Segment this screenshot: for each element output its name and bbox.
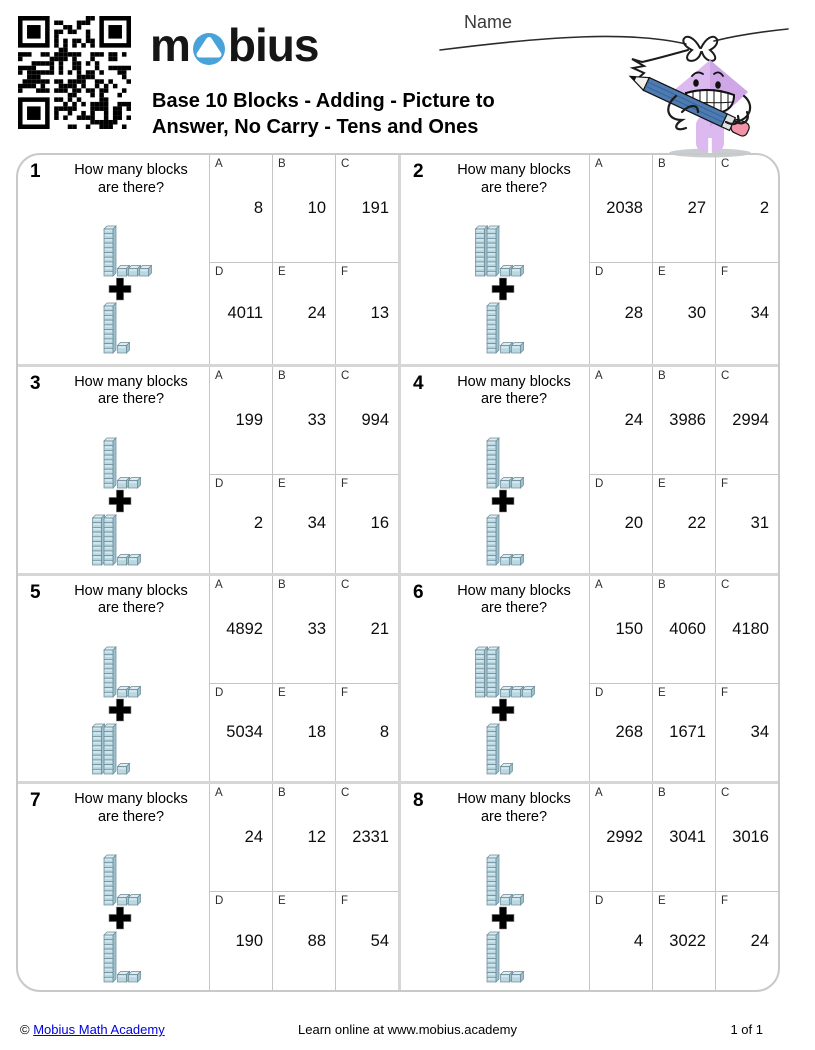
answer-cell-a[interactable]: A 24 <box>209 784 272 891</box>
answer-value: 21 <box>370 619 389 638</box>
answer-cell-a[interactable]: A 24 <box>589 367 652 474</box>
answer-value: 34 <box>750 303 769 322</box>
answer-value: 24 <box>307 303 326 322</box>
question-text: How many blocks are there? <box>457 373 571 408</box>
base10-blocks-figure <box>455 646 543 778</box>
answer-value: 1671 <box>669 722 706 741</box>
answer-grid <box>209 367 398 573</box>
answer-cell-c[interactable]: C 2994 <box>715 367 778 474</box>
answer-value: 4180 <box>732 619 769 638</box>
answer-cell-a[interactable]: A 2992 <box>589 784 652 891</box>
problem-number: 6 <box>413 581 424 603</box>
answer-value: 150 <box>615 619 643 638</box>
answer-value: 2331 <box>352 828 389 847</box>
answer-value: 8 <box>253 199 263 217</box>
answer-value: 34 <box>750 722 769 741</box>
problem-cell-5 <box>398 573 778 782</box>
name-line <box>440 29 788 50</box>
answer-cell-d[interactable]: D 4011 <box>209 262 272 364</box>
base10-blocks-figure <box>455 225 543 357</box>
answer-value: 33 <box>307 619 326 638</box>
answer-value: 10 <box>307 199 326 217</box>
answer-value: 2 <box>759 199 769 217</box>
answer-cell-d[interactable]: D 2 <box>209 474 272 573</box>
mobius-logo <box>150 18 318 72</box>
name-label: Name <box>464 12 513 32</box>
answer-grid <box>589 367 778 573</box>
answer-value: 16 <box>370 514 389 533</box>
answer-cell-e[interactable]: E 22 <box>652 474 715 573</box>
title-line-2: Answer, No Carry - Tens and Ones <box>152 116 479 138</box>
problem-number: 5 <box>30 581 41 603</box>
copyright: © Mobius Math Academy <box>20 1022 165 1037</box>
answer-cell-e[interactable]: E 1671 <box>652 683 715 782</box>
answer-value: 12 <box>307 828 326 847</box>
answer-cell-e[interactable]: E 3022 <box>652 891 715 990</box>
answer-value: 3041 <box>669 828 706 847</box>
answer-cell-d[interactable]: D 268 <box>589 683 652 782</box>
answer-cell-b[interactable]: B 10 <box>272 155 335 262</box>
problem-cell-7 <box>398 781 778 990</box>
answer-cell-c[interactable]: C 3016 <box>715 784 778 891</box>
answer-cell-e[interactable]: E 24 <box>272 262 335 364</box>
problem-number: 1 <box>30 161 41 182</box>
problem-cell-3 <box>398 364 778 573</box>
answer-value: 191 <box>361 199 389 217</box>
answer-value: 20 <box>624 514 643 533</box>
answer-value: 28 <box>624 303 643 322</box>
answer-grid <box>589 576 778 782</box>
answer-value: 994 <box>361 410 389 429</box>
logo-text-pre: m <box>150 19 190 71</box>
answer-cell-b[interactable]: B 27 <box>652 155 715 262</box>
answer-cell-c[interactable]: C 21 <box>335 576 398 683</box>
answer-cell-a[interactable]: A 199 <box>209 367 272 474</box>
answer-cell-e[interactable]: E 88 <box>272 891 335 990</box>
problem-number: 4 <box>413 372 424 394</box>
answer-cell-e[interactable]: E 18 <box>272 683 335 782</box>
answer-cell-d[interactable]: D 190 <box>209 891 272 990</box>
base10-blocks-figure <box>72 646 160 778</box>
answer-grid <box>589 155 778 364</box>
answer-cell-d[interactable]: D 4 <box>589 891 652 990</box>
answer-value: 3022 <box>669 931 706 950</box>
answer-value: 18 <box>307 722 326 741</box>
problem-number: 2 <box>413 161 424 182</box>
page-indicator: 1 of 1 <box>730 1022 763 1037</box>
answer-value: 2038 <box>606 199 643 217</box>
answer-value: 33 <box>307 410 326 429</box>
answer-value: 8 <box>379 722 389 741</box>
problems-grid <box>16 153 780 992</box>
answer-grid <box>209 155 398 364</box>
problem-number: 7 <box>30 790 41 812</box>
answer-cell-d[interactable]: D 28 <box>589 262 652 364</box>
title-line-1: Base 10 Blocks - Adding - Picture to <box>152 90 495 112</box>
question-text: How many blocks are there? <box>74 373 188 408</box>
answer-cell-c[interactable]: C 191 <box>335 155 398 262</box>
answer-cell-c[interactable]: C 4180 <box>715 576 778 683</box>
answer-value: 5034 <box>226 722 263 741</box>
problem-cell-1 <box>398 155 778 364</box>
answer-value: 31 <box>750 514 769 533</box>
answer-grid <box>209 784 398 990</box>
answer-value: 3986 <box>669 410 706 429</box>
problem-cell-6 <box>18 781 398 990</box>
answer-cell-c[interactable]: C 994 <box>335 367 398 474</box>
problem-number: 3 <box>30 372 41 394</box>
answer-cell-a[interactable]: A 8 <box>209 155 272 262</box>
base10-blocks-figure <box>72 225 160 357</box>
qr-code <box>18 16 131 129</box>
answer-cell-d[interactable]: D 20 <box>589 474 652 573</box>
answer-cell-f[interactable]: F 34 <box>715 683 778 782</box>
answer-cell-f[interactable]: F 13 <box>335 262 398 364</box>
mobius-math-academy-link[interactable]: Mobius Math Academy <box>33 1022 165 1037</box>
problem-cell-0 <box>18 155 398 364</box>
answer-value: 27 <box>687 199 706 217</box>
answer-value: 4 <box>633 931 643 950</box>
answer-value: 24 <box>244 828 263 847</box>
answer-value: 3016 <box>732 828 769 847</box>
answer-value: 4892 <box>226 619 263 638</box>
question-text: How many blocks are there? <box>74 582 188 617</box>
answer-cell-f[interactable]: F 8 <box>335 683 398 782</box>
problem-number: 8 <box>413 790 424 812</box>
base10-blocks-figure <box>72 437 160 569</box>
answer-cell-a[interactable]: A 150 <box>589 576 652 683</box>
answer-grid <box>209 576 398 782</box>
answer-value: 199 <box>235 410 263 429</box>
mascot-illustration <box>430 0 815 162</box>
base10-blocks-figure <box>455 854 543 986</box>
question-text: How many blocks are there? <box>74 162 188 196</box>
problem-cell-2 <box>18 364 398 573</box>
answer-cell-b[interactable]: B 3986 <box>652 367 715 474</box>
base10-blocks-figure <box>455 437 543 569</box>
answer-cell-f[interactable]: F 24 <box>715 891 778 990</box>
problem-cell-4 <box>18 573 398 782</box>
answer-cell-f[interactable]: F 16 <box>335 474 398 573</box>
answer-value: 2992 <box>606 828 643 847</box>
answer-grid <box>589 784 778 990</box>
base10-blocks-figure <box>72 854 160 986</box>
answer-cell-a[interactable]: A 4892 <box>209 576 272 683</box>
answer-value: 268 <box>615 722 643 741</box>
answer-value: 88 <box>307 931 326 950</box>
question-text: How many blocks are there? <box>74 791 188 825</box>
answer-cell-c[interactable]: C 2 <box>715 155 778 262</box>
answer-value: 24 <box>750 931 769 950</box>
answer-value: 4011 <box>227 303 263 322</box>
answer-value: 190 <box>235 931 263 950</box>
answer-cell-e[interactable]: E 34 <box>272 474 335 573</box>
answer-value: 34 <box>307 514 326 533</box>
mobius-o-icon <box>191 30 227 66</box>
answer-value: 22 <box>687 514 706 533</box>
answer-cell-b[interactable]: B 3041 <box>652 784 715 891</box>
answer-cell-f[interactable]: F 54 <box>335 891 398 990</box>
answer-value: 13 <box>370 303 389 322</box>
answer-value: 30 <box>687 303 706 322</box>
answer-value: 4060 <box>669 619 706 638</box>
answer-cell-b[interactable]: B 33 <box>272 576 335 683</box>
answer-value: 2994 <box>732 410 769 429</box>
answer-cell-b[interactable]: B 4060 <box>652 576 715 683</box>
question-text: How many blocks are there? <box>457 582 571 617</box>
answer-cell-e[interactable]: E 30 <box>652 262 715 364</box>
question-text: How many blocks are there? <box>457 791 571 825</box>
answer-value: 2 <box>253 514 263 533</box>
logo-text-post: bius <box>227 19 319 71</box>
answer-cell-c[interactable]: C 2331 <box>335 784 398 891</box>
answer-cell-f[interactable]: F 34 <box>715 262 778 364</box>
answer-value: 24 <box>624 410 643 429</box>
answer-cell-a[interactable]: A 2038 <box>589 155 652 262</box>
answer-value: 54 <box>370 931 389 950</box>
answer-cell-d[interactable]: D 5034 <box>209 683 272 782</box>
answer-cell-b[interactable]: B 12 <box>272 784 335 891</box>
question-text: How many blocks are there? <box>457 162 571 196</box>
footer-center-text: Learn online at www.mobius.academy <box>298 1022 517 1037</box>
answer-cell-b[interactable]: B 33 <box>272 367 335 474</box>
answer-cell-f[interactable]: F 31 <box>715 474 778 573</box>
